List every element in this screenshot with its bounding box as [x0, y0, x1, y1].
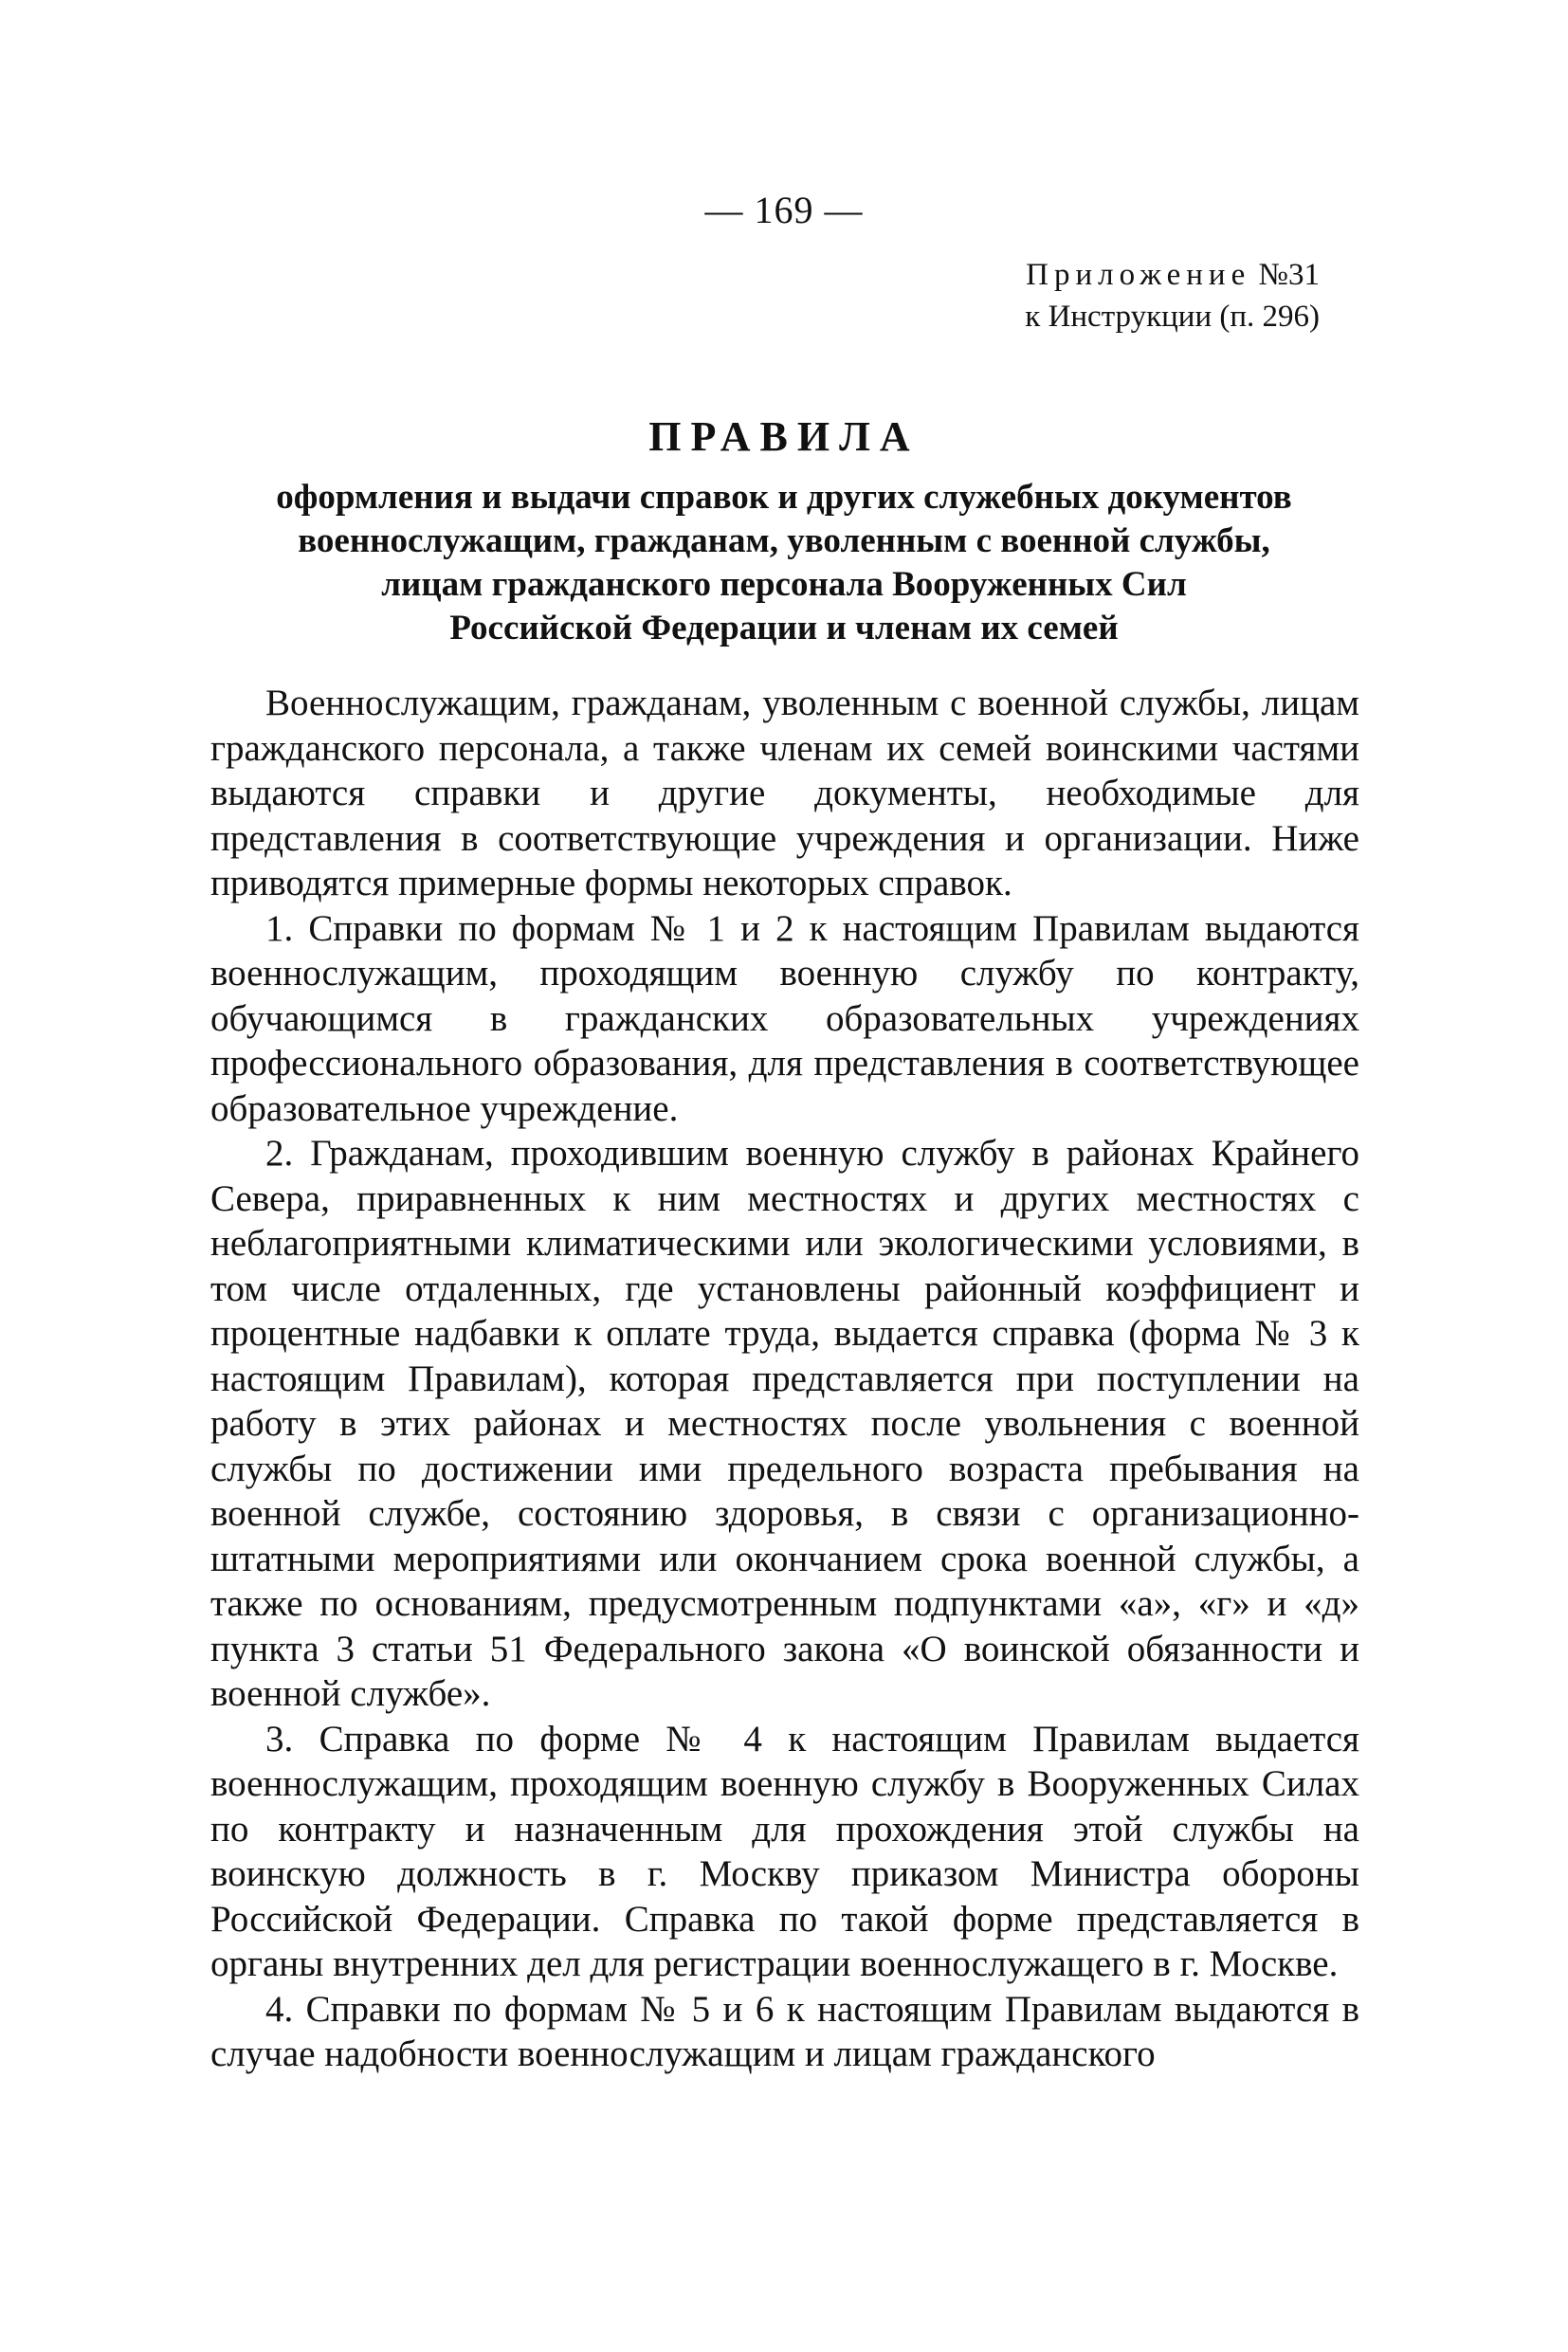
- subtitle-line: лицам гражданского персонала Вооруженных Сил: [381, 565, 1187, 604]
- body-paragraph-intro: Военнослужащим, гражданам, уволенным с военной службы, лицам гражданского персонала, а также членам их семей воинскими частями выдаются справки и другие документы, необходимые для представления в соответствующие учреждения и организации. Ниже приводятся примерные формы некоторых справок.: [210, 683, 1359, 903]
- subtitle-line: Российской Федерации и членам их семей: [449, 609, 1119, 647]
- body-paragraph-4: 4. Справки по формам № 5 и 6 к настоящим Правилам выдаются в случае надобности военнослужащим и лицам гражданского: [210, 1988, 1359, 2074]
- subtitle-line: оформления и выдачи справок и других служебных документов: [276, 478, 1292, 517]
- subtitle-line: военнослужащим, гражданам, уволенным с военной службы,: [298, 521, 1270, 560]
- document-body: [210, 681, 1359, 2077]
- appendix-instruction-ref: к Инструкции (п. 296): [1025, 300, 1320, 334]
- appendix-number: №31: [1258, 258, 1320, 292]
- body-paragraph-1: 1. Справки по формам № 1 и 2 к настоящим Правилам выдаются военнослужащим, проходящим военную службу по контракту, обучающимся в гражданских образовательных учреждениях профессионального образования, для представления в соответствующее образовательное учреждение.: [210, 907, 1359, 1129]
- document-subtitle: [218, 476, 1350, 650]
- body-paragraph-2: 2. Гражданам, проходившим военную службу в районах Крайнего Севера, приравненных к ним местностях и других местностях с неблагоприятными климатическими или экологическими условиями, в том числе отдаленных, где установлены районный коэффициент и процентные надбавки к оплате труда, выдается справка (форма № 3 к настоящим Правилам), которая представляется при поступлении на работу в этих районах и местностях после увольнения с военной службы по достижении ими предельного возраста пребывания на военной службе, состоянию здоровья, в связи с организационно-штатными мероприятиями или окончанием срока военной службы, а также по основаниям, предусмотренным подпунктами «а», «г» и «д» пункта 3 статьи 51 Федерального закона «О воинской обязанности и военной службе».: [210, 1133, 1359, 1714]
- page-number: — 169 —: [704, 189, 864, 231]
- appendix-reference: [1025, 254, 1320, 337]
- appendix-label: Приложение: [1026, 258, 1251, 292]
- body-paragraph-3: 3. Справка по форме № 4 к настоящим Правилам выдается военнослужащим, проходящим военную службу в Вооруженных Силах по контракту и назначенным для прохождения этой службы на воинскую должность в г. Москву приказом Министра обороны Российской Федерации. Справка по такой форме представляется в органы внутренних дел для регистрации военнослужащего в г. Москве.: [210, 1718, 1359, 1984]
- appendix-line: [1025, 254, 1320, 296]
- document-title: ПРАВИЛА: [648, 413, 920, 460]
